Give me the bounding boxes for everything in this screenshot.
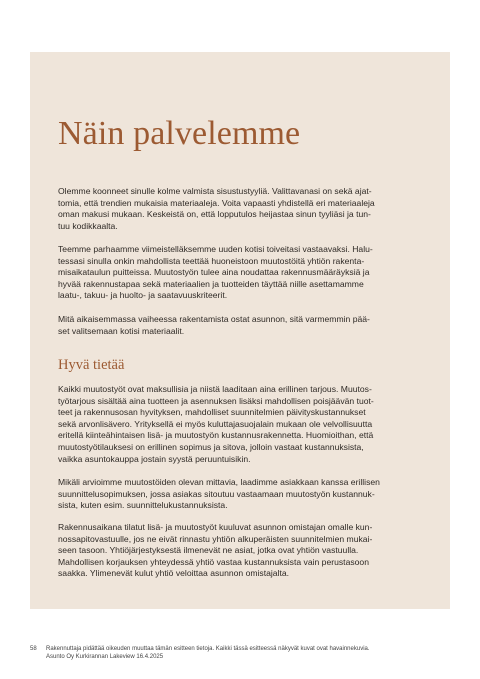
footer-project: Asunto Oy Kurkirannan Lakeview 16.4.2025 [46,654,164,660]
page-title: Näin palvelemme [58,115,301,152]
section-subheading: Hyvä tietää [58,357,125,373]
page-number: 58 [30,646,37,652]
info-paragraph-2: Mikäli arvioimme muutostöiden olevan mittavia, laadimme asiakkaan kanssa erillisen suunnittelusopimuksen, jossa asiakas sitoutuu vastaamaan muutostyön kustannuk- sista, kuten esim. suunnittelukustannuksista. [58,477,380,511]
intro-paragraph-1: Olemme koonneet sinulle kolme valmista sisustustyyliä. Valittavanasi on sekä ajat- tomia, että trendien mukaisia materiaaleja. Voita vapaasti yhdistellä eri materiaaleja oman makusi mukaan. Keskeistä on, että lopputulos heijastaa sinun tyyliäsi ja tun- tuu kodikkaalta. [58,186,375,231]
footer-disclaimer: Rakennuttaja pidättää oikeuden muuttaa tämän esitteen tietoja. Kaikki tässä esitteessä näkyvät kuvat ovat havainnekuvia. [46,646,370,652]
info-paragraph-1: Kaikki muutostyöt ovat maksullisia ja niistä laaditaan aina erillinen tarjous. Muutos- työtarjous sisältää aina tuotteen ja asennuksen lisäksi mahdollisen poisjäävän tuot- teet ja rakennusosan hyvityksen, mahdolliset suunnitelmien päivityskustannukset sekä arvonlisävero. Yrityksellä ei myös kuluttajasuojalain mukaan ole velvollisuutta eritellä kiinteähintaisen lisä- ja muutostyön kustannusrakennetta. Huomioithan, että muutostyötilauksesi on erillinen sopimus ja sitova, jolloin vastaat kustannuksista, vaikka asuntokauppa jostain syystä peruuntuisikin. [58,384,374,464]
info-paragraph-3: Rakennusaikana tilatut lisä- ja muutostyöt kuuluvat asunnon omistajan omalle kun- nossapitovastuulle, jos ne eivät rinnastu yhtiön alkuperäisten suunnitelmien mukai- seen tasoon. Yhtiöjärjestyksestä ilmenevät ne asiat, jotka ovat yhtiön vastuulla. Mahdollisen korjauksen yhteydessä yhtiö vastaa kustannuksista vain perustasoon saakka. Ylimenevät kulut yhtiö veloittaa asunnon omistajalta. [58,522,373,579]
intro-paragraph-2: Teemme parhaamme viimeistelläksemme uuden kotisi toiveitasi vastaavaksi. Halu- tessasi sinulla onkin mahdollista teettää huoneistoon muutostöitä yhtiön rakenta- misaikataulun puitteissa. Muutostyön tulee aina noudattaa rakennusmääräyksiä ja hyvää rakennustapaa sekä materiaalien ja tuotteiden täyttää niille asettamamme laatu-, takuu- ja huolto- ja saatavuuskriteerit. [58,244,373,301]
intro-paragraph-3: Mitä aikaisemmassa vaiheessa rakentamista ostat asunnon, sitä varmemmin pää- set valitsemaan kotisi materiaalit. [58,314,370,336]
